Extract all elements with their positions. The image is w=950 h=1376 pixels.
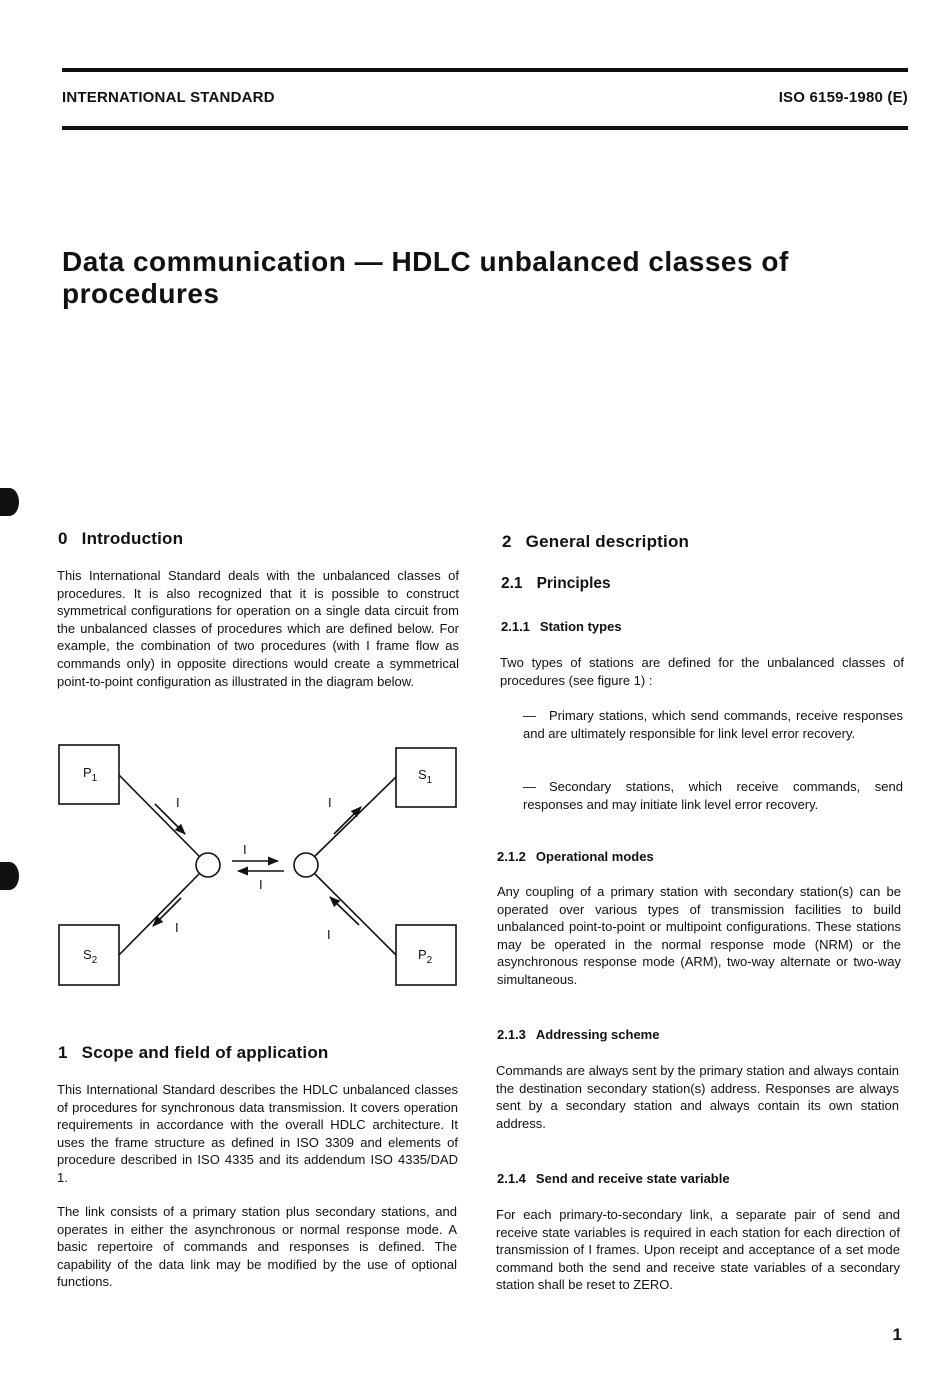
subsubsection-heading-addressing <box>497 1027 659 1042</box>
configuration-diagram <box>52 735 472 995</box>
subsubsection-number: 2.1.1 <box>501 619 530 634</box>
label-p2: $P_2$ <box>418 947 433 966</box>
arrow-label-i: I <box>176 795 180 810</box>
subsubsection-number: 2.1.2 <box>497 849 526 864</box>
section-heading-introduction <box>58 529 183 549</box>
subsubsection-title: Operational modes <box>535 849 654 864</box>
list-item-secondary <box>523 778 903 813</box>
node-left <box>196 853 220 877</box>
section-number: 2 <box>502 532 512 551</box>
label-p1: $P_1$ <box>83 765 98 784</box>
list-dash: — <box>523 779 536 794</box>
section-number: 0 <box>58 529 68 548</box>
station-types-paragraph: Two types of stations are defined for the unbalanced classes of procedures (see figure 1) : <box>500 655 904 688</box>
arrow-label-i: I <box>328 795 332 810</box>
arrow-node-to-s1 <box>334 807 361 834</box>
section-title: Scope and field of application <box>81 1043 329 1062</box>
list-dash: — <box>523 708 536 723</box>
subsubsection-heading-station-types <box>501 619 622 634</box>
arrow-label-i: I <box>327 927 331 942</box>
label-s1: $S_1$ <box>418 767 433 786</box>
subsubsection-heading-operational-modes <box>497 849 654 864</box>
subsubsection-title: Addressing scheme <box>535 1027 660 1042</box>
scope-paragraph-2: The link consists of a primary station plus secondary stations, and operates in either the asynchronous or normal response mode. A basic repertoire of commands and responses is defined. The capability of the data link may be modified by the use of optional functions. <box>57 1204 457 1290</box>
subsubsection-title: Station types <box>539 619 622 634</box>
arrow-p1-to-node <box>155 804 185 834</box>
subsection-title: Principles <box>536 575 611 592</box>
header-bottom-rule <box>62 126 908 130</box>
label-s2: $S_2$ <box>83 947 98 966</box>
subsubsection-heading-state-variable <box>497 1171 730 1186</box>
list-item-text: Primary stations, which send commands, receive responses and are ultimately responsible for link level error recovery. <box>523 708 903 741</box>
node-right <box>294 853 318 877</box>
header-left: INTERNATIONAL STANDARD <box>62 89 275 106</box>
subsection-number: 2.1 <box>501 575 523 592</box>
subsubsection-number: 2.1.4 <box>497 1171 526 1186</box>
subsection-heading-principles <box>501 575 611 593</box>
arrow-label-i: I <box>259 877 263 892</box>
section-number: 1 <box>58 1043 68 1062</box>
arrow-label-i: I <box>175 920 179 935</box>
punch-hole <box>0 488 19 516</box>
section-heading-scope <box>58 1043 329 1063</box>
list-item-primary <box>523 707 903 742</box>
subsubsection-title: Send and receive state variable <box>535 1171 730 1186</box>
top-rule <box>62 68 908 72</box>
section-title: General description <box>525 532 690 551</box>
state-variable-paragraph: For each primary-to-secondary link, a separate pair of send and receive state variables is required in each station for each direction of transmission of I frames. Upon receipt and acceptance of a set mode command both the send and receive state variables of a secondary station shall be reset to ZERO. <box>496 1207 900 1293</box>
list-item-text: Secondary stations, which receive commands, send responses and may initiate link level error recovery. <box>523 779 903 812</box>
scope-paragraph-1: This International Standard describes the HDLC unbalanced classes of procedures for synchronous data transmission. It covers operation requirements in accordance with the overall HDLC architecture. It uses the frame structure as defined in ISO 3309 and elements of procedure described in ISO 4335 and its addendum ISO 4335/DAD 1. <box>57 1082 458 1185</box>
addressing-paragraph: Commands are always sent by the primary station and always contain the destination secondary station(s) address. Responses are always sent by a secondary station and always contain its own station address. <box>496 1063 899 1131</box>
page-number: 1 <box>892 1325 902 1344</box>
operational-modes-paragraph: Any coupling of a primary station with secondary station(s) can be operated over various types of transmission facilities to build unbalanced point-to-point or multipoint configurations. These stations may be operated in the normal response mode (NRM) or the asynchronous response mode (ARM), two-way alternate or two-way simultaneous. <box>497 884 901 987</box>
intro-paragraph: This International Standard deals with the unbalanced classes of procedures. It is also recognized that it is possible to construct symmetrical configurations for operation on a single data circuit from the unbalanced classes of procedures which are defined below. For example, the combination of two procedures (with I frame flow as commands only) in opposite directions would create a symmetrical point-to-point configuration as illustrated in the diagram below. <box>57 568 459 689</box>
section-title: Introduction <box>81 529 184 548</box>
subsubsection-number: 2.1.3 <box>497 1027 526 1042</box>
header-right: ISO 6159-1980 (E) <box>778 89 908 106</box>
page-title: Data communication — HDLC unbalanced classes of procedures <box>62 246 789 309</box>
arrow-p2-to-node <box>330 897 359 925</box>
section-heading-general <box>502 532 689 552</box>
arrow-label-i: I <box>243 842 247 857</box>
punch-hole <box>0 862 19 890</box>
